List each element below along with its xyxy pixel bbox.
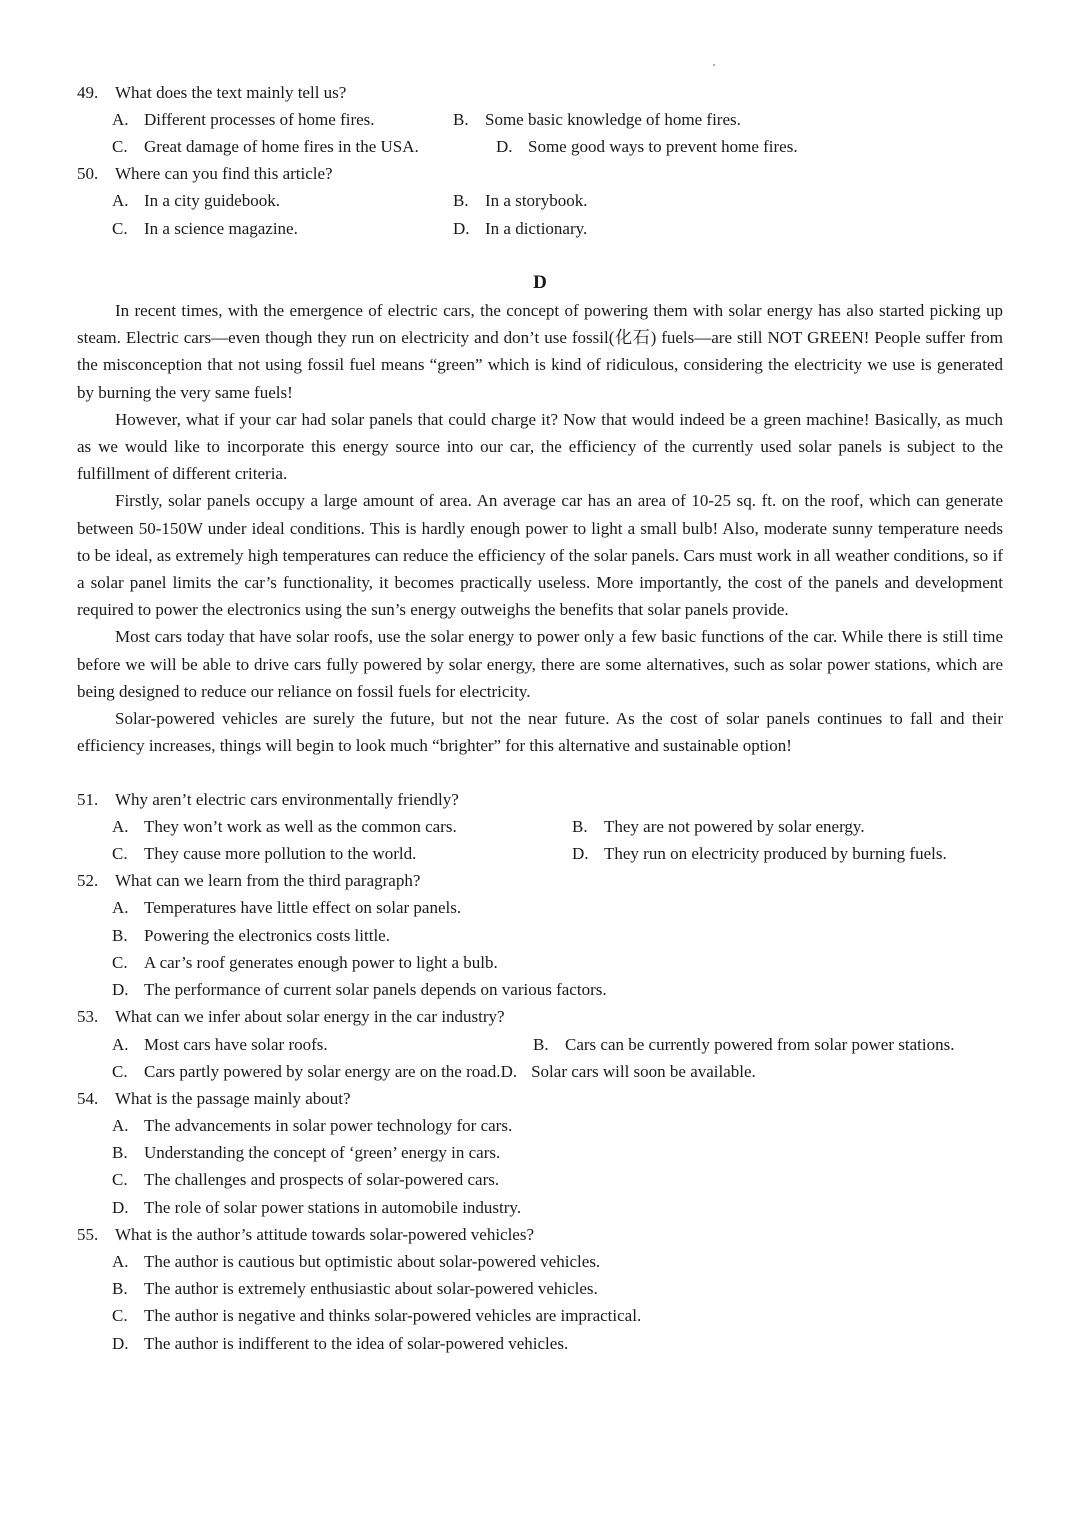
option-51-c: C. They cause more pollution to the world. bbox=[112, 844, 417, 863]
question-49 bbox=[77, 79, 346, 106]
option-55-b: B. The author is extremely enthusiastic about solar-powered vehicles. bbox=[112, 1279, 598, 1298]
question-text: What can we infer about solar energy in the car industry? bbox=[115, 1007, 505, 1026]
option-52-c: C. A car’s roof generates enough power to light a bulb. bbox=[112, 953, 498, 972]
question-54 bbox=[77, 1085, 351, 1112]
question-number: 54. bbox=[77, 1089, 99, 1108]
question-number: 53. bbox=[77, 1007, 99, 1026]
question-number: 49. bbox=[77, 83, 99, 102]
option-55-d: D. The author is indifferent to the idea of solar-powered vehicles. bbox=[112, 1334, 569, 1353]
option-54-a: A. The advancements in solar power technology for cars. bbox=[112, 1116, 513, 1135]
option-53-b: B. Cars can be currently powered from solar power stations. bbox=[533, 1035, 955, 1054]
option-51-a: A. They won’t work as well as the common cars. bbox=[112, 817, 457, 836]
passage-paragraph-5: Solar-powered vehicles are surely the future, but not the near future. As the cost of solar panels continues to fall and their efficiency increases, things will begin to look much “brighter” for this alternative and sustainable option! bbox=[77, 709, 1003, 756]
option-53-d: Solar cars will soon be available. bbox=[531, 1062, 756, 1081]
option-49-c: C. Great damage of home fires in the USA. bbox=[112, 137, 419, 156]
option-50-b: B. In a storybook. bbox=[453, 191, 588, 210]
option-55-c: C. The author is negative and thinks solar-powered vehicles are impractical. bbox=[112, 1306, 642, 1325]
question-text: Where can you find this article? bbox=[115, 164, 333, 183]
option-50-a: A. In a city guidebook. bbox=[112, 191, 280, 210]
option-50-d: D. In a dictionary. bbox=[453, 219, 588, 238]
question-55 bbox=[77, 1221, 534, 1248]
reading-passage bbox=[77, 297, 1003, 759]
option-51-b: B. They are not powered by solar energy. bbox=[572, 817, 865, 836]
question-text: What is the passage mainly about? bbox=[115, 1089, 351, 1108]
question-51 bbox=[77, 786, 459, 813]
question-number: 52. bbox=[77, 871, 99, 890]
passage-paragraph-2: However, what if your car had solar panels that could charge it? Now that would indeed be a green machine! Basically, as much as we would like to incorporate this energy source into our car, the efficiency of the currently used solar panels is subject to the fulfillment of different criteria. bbox=[77, 409, 1003, 484]
section-heading: D bbox=[533, 272, 547, 293]
passage-paragraph-1: In recent times, with the emergence of electric cars, the concept of powering them with solar energy has also started picking up steam. Electric cars—even though they run on electricity and don’t use fossil(化石) fuels—are still NOT GREEN! People suffer from the misconception that not using fossil fuel means “green” which is kind of ridiculous, considering the electricity we use is generated by burning the very same fuels! bbox=[77, 301, 1003, 402]
option-55-a: A. The author is cautious but optimistic about solar-powered vehicles. bbox=[112, 1252, 601, 1271]
option-54-c: C. The challenges and prospects of solar-powered cars. bbox=[112, 1170, 500, 1189]
option-49-a: A. Different processes of home fires. bbox=[112, 110, 375, 129]
question-text: What does the text mainly tell us? bbox=[115, 83, 347, 102]
passage-paragraph-3: Firstly, solar panels occupy a large amount of area. An average car has an area of 10-25 sq. ft. on the roof, which can generate between 50-150W under ideal conditions. This is hardly enough power to light a small bulb! Also, moderate sunny temperature needs to be ideal, as extremely high temperatures can reduce the efficiency of the solar panels. Cars must work in all weather conditions, so if a solar panel limits the car’s functionality, it becomes practically useless. More importantly, the cost of the panels and development required to power the electronics using the sun’s energy outweighs the benefits that solar panels provide. bbox=[77, 491, 1003, 620]
option-53-a: A. Most cars have solar roofs. bbox=[112, 1035, 328, 1054]
option-52-b: B. Powering the electronics costs little. bbox=[112, 926, 390, 945]
question-52 bbox=[77, 867, 420, 894]
question-text: What is the author’s attitude towards solar-powered vehicles? bbox=[115, 1225, 535, 1244]
question-number: 55. bbox=[77, 1225, 99, 1244]
option-52-a: A. Temperatures have little effect on solar panels. bbox=[112, 898, 462, 917]
question-text: What can we learn from the third paragraph? bbox=[115, 871, 421, 890]
question-50 bbox=[77, 160, 333, 187]
passage-paragraph-4: Most cars today that have solar roofs, use the solar energy to power only a few basic functions of the car. While there is still time before we will be able to drive cars fully powered by solar energy, there are some alternatives, such as solar power stations, which are being designed to reduce our reliance on fossil fuels for electricity. bbox=[77, 627, 1003, 701]
option-54-d: D. The role of solar power stations in automobile industry. bbox=[112, 1198, 522, 1217]
option-49-b: B. Some basic knowledge of home fires. bbox=[453, 110, 741, 129]
scan-speck bbox=[713, 64, 715, 66]
option-53-c: C. Cars partly powered by solar energy are on the road.D. Solar cars will soon be available. bbox=[112, 1062, 756, 1081]
question-text: Why aren’t electric cars environmentally friendly? bbox=[115, 790, 459, 809]
option-54-b: B. Understanding the concept of ‘green’ energy in cars. bbox=[112, 1143, 501, 1162]
question-53 bbox=[77, 1003, 505, 1030]
option-50-c: C. In a science magazine. bbox=[112, 219, 298, 238]
question-number: 51. bbox=[77, 790, 99, 809]
option-53-d-letter: D. bbox=[500, 1062, 518, 1081]
question-number: 50. bbox=[77, 164, 99, 183]
option-51-d: D. They run on electricity produced by burning fuels. bbox=[572, 844, 947, 863]
option-49-d: D. Some good ways to prevent home fires. bbox=[496, 137, 798, 156]
option-52-d: D. The performance of current solar panels depends on various factors. bbox=[112, 980, 607, 999]
